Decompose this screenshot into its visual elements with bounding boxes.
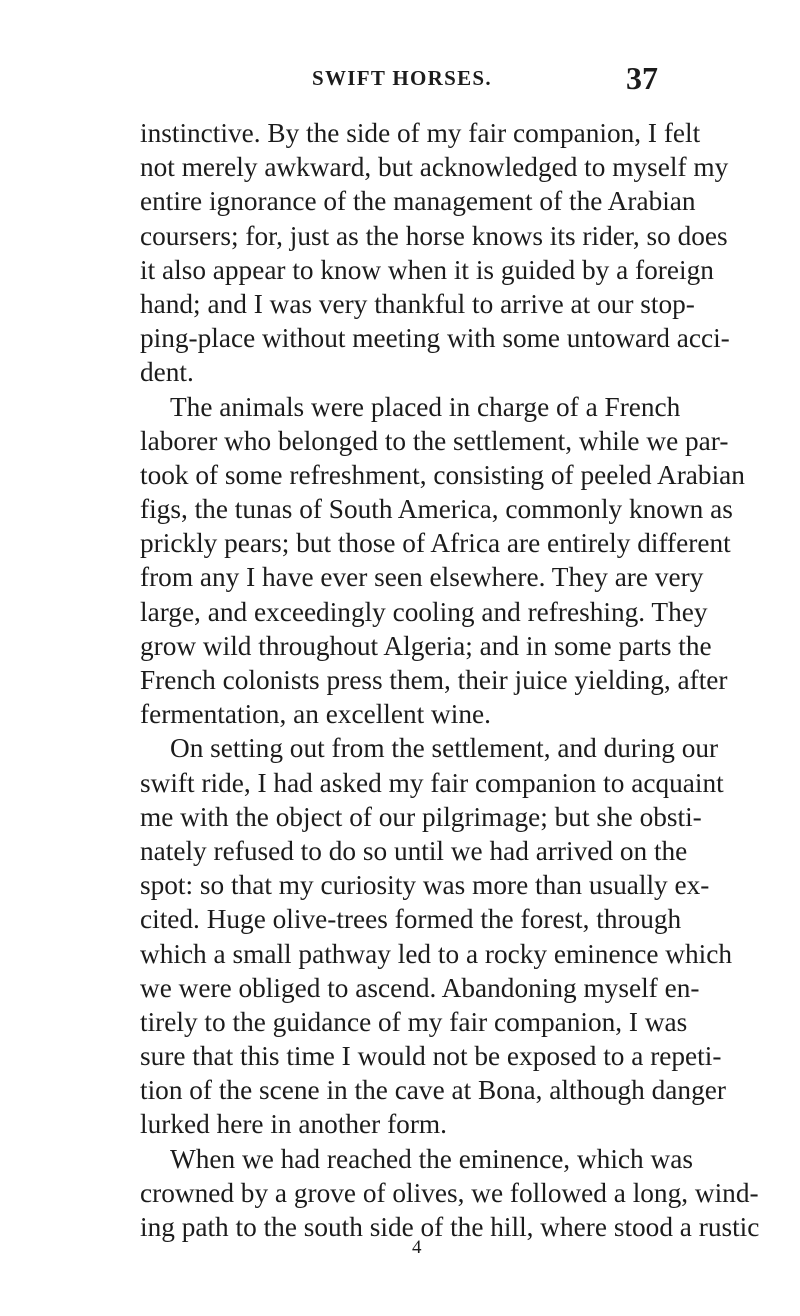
text-line: sure that this time I would not be exposed to a repeti- xyxy=(140,1041,722,1072)
text-line: dent. xyxy=(140,357,194,388)
text-line: swift ride, I had asked my fair companion to acquaint xyxy=(140,767,724,798)
text-line: figs, the tunas of South America, commonly known as xyxy=(140,494,733,525)
text-line: large, and exceedingly cooling and refreshing. They xyxy=(140,596,708,627)
text-line: coursers; for, just as the horse knows its rider, so does xyxy=(140,220,728,251)
text-line: we were obliged to ascend. Abandoning myself en- xyxy=(140,972,700,1003)
text-line: prickly pears; but those of Africa are entirely different xyxy=(140,528,731,559)
text-line: nately refused to do so until we had arrived on the xyxy=(140,835,688,866)
text-line: spot: so that my curiosity was more than usually ex- xyxy=(140,870,710,901)
text-line: ping-place without meeting with some untoward acci- xyxy=(140,323,730,354)
text-line: laborer who belonged to the settlement, while we par- xyxy=(140,425,729,456)
text-line: crowned by a grove of olives, we followed a long, wind- xyxy=(140,1177,759,1208)
text-line: entire ignorance of the management of the Arabian xyxy=(140,186,696,217)
body-text xyxy=(140,116,760,1244)
text-line: tirely to the guidance of my fair companion, I was xyxy=(140,1006,688,1037)
text-line: ing path to the south side of the hill, where stood a rustic xyxy=(140,1212,760,1242)
text-line: The animals were placed in charge of a French xyxy=(170,391,681,422)
running-title: SWIFT HORSES. xyxy=(312,66,492,90)
text-line: instinctive. By the side of my fair companion, I felt xyxy=(140,118,701,148)
text-line: On setting out from the settlement, and during our xyxy=(170,733,719,764)
text-line: tion of the scene in the cave at Bona, although danger xyxy=(140,1075,726,1106)
text-line: French colonists press them, their juice yielding, after xyxy=(140,665,728,695)
text-line: grow wild throughout Algeria; and in some parts the xyxy=(140,630,712,661)
text-line: fermentation, an excellent wine. xyxy=(140,699,491,730)
running-header xyxy=(312,60,658,106)
text-line: not merely awkward, but acknowledged to myself my xyxy=(140,152,729,183)
text-line: lurked here in another form. xyxy=(140,1109,447,1140)
text-line: it also appear to know when it is guided by a foreign xyxy=(140,254,714,285)
text-line: When we had reached the eminence, which was xyxy=(170,1143,693,1174)
signature-mark: 4 xyxy=(412,1237,422,1258)
page-number: 37 xyxy=(626,60,658,96)
text-line: hand; and I was very thankful to arrive at our stop- xyxy=(140,288,695,319)
text-line: cited. Huge olive-trees formed the forest, through xyxy=(140,904,682,935)
text-line: me with the object of our pilgrimage; but she obsti- xyxy=(140,801,702,832)
text-line: from any I have ever seen elsewhere. They are very xyxy=(140,562,704,593)
text-line: which a small pathway led to a rocky eminence which xyxy=(140,938,732,969)
text-line: took of some refreshment, consisting of peeled Arabian xyxy=(140,459,745,490)
